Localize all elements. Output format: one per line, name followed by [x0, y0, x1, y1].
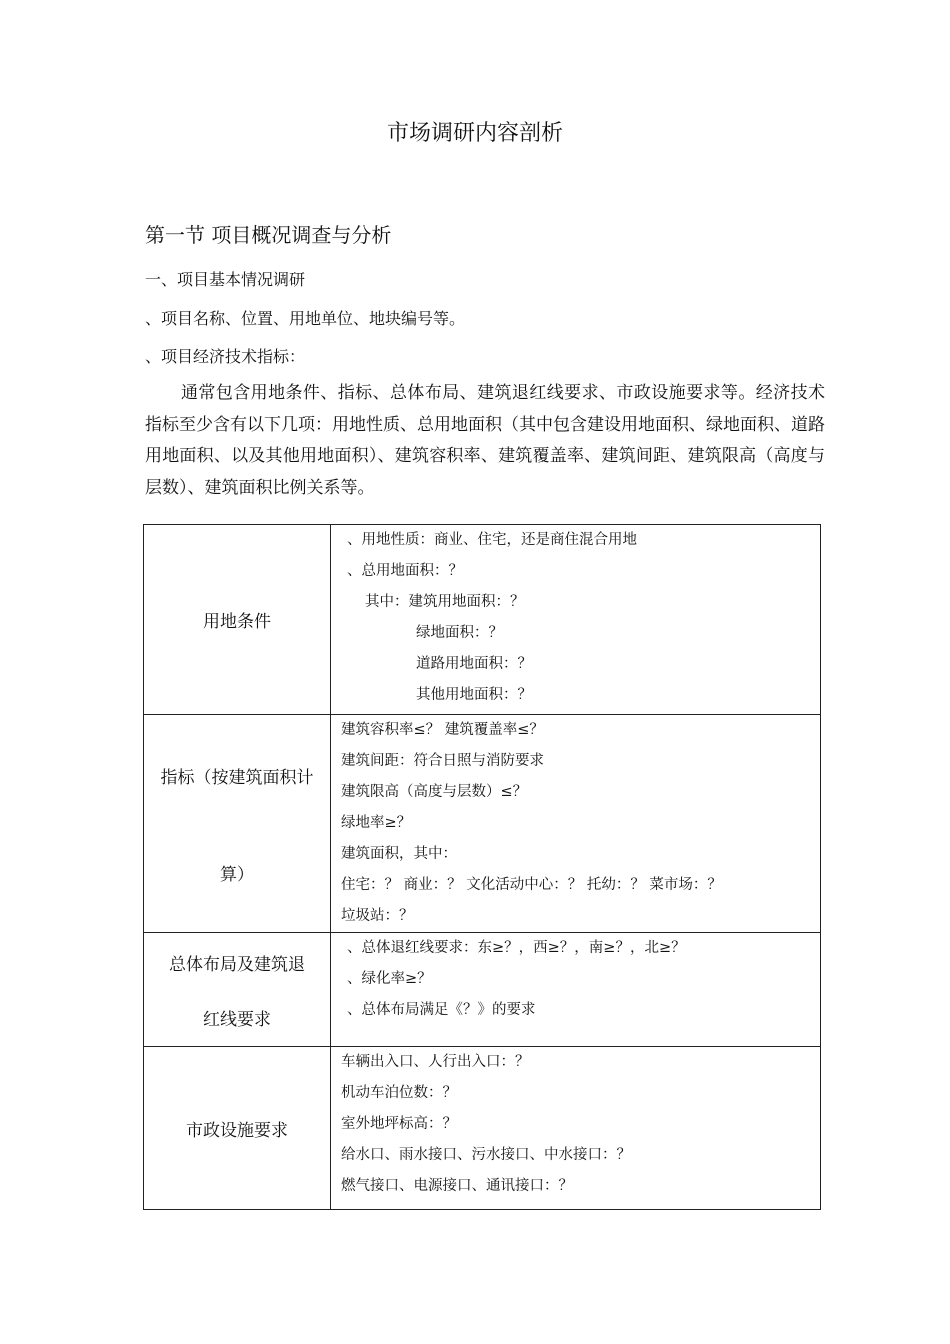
row-label-text: 算）: [220, 864, 254, 885]
table-row: [144, 525, 821, 715]
document-title: 市场调研内容剖析: [386, 121, 563, 146]
list-item: 、项目经济技术指标：: [145, 347, 306, 366]
table-row: [144, 1047, 821, 1210]
content-line: 道路用地面积：？: [416, 656, 532, 672]
row-label: [144, 715, 331, 933]
content-line: 建筑容积率≤？ 建筑覆盖率≤？: [341, 722, 544, 738]
row-content: [331, 933, 821, 1047]
row-label-text: 指标（按建筑面积计: [160, 767, 314, 788]
content-line: 其中：建筑用地面积：？: [365, 594, 525, 610]
row-label-text: 市政设施要求: [186, 1120, 288, 1141]
list-item: 、项目名称、位置、用地单位、地块编号等。: [145, 309, 466, 328]
content-line: 建筑间距：符合日照与消防要求: [341, 753, 544, 769]
content-line: 燃气接口、电源接口、通讯接口：？: [341, 1178, 573, 1194]
content-line: 住宅：？ 商业：？ 文化活动中心：？ 托幼：？ 菜市场：？: [341, 877, 722, 893]
row-label: [144, 525, 331, 715]
sub-heading: 一、项目基本情况调研: [145, 270, 306, 289]
content-line: 其他用地面积：？: [416, 687, 532, 703]
row-content: [331, 715, 821, 933]
spec-table: [143, 524, 821, 1210]
table-row: [144, 933, 821, 1047]
row-label-text: 总体布局及建筑退: [169, 954, 305, 975]
row-label: [144, 1047, 331, 1210]
content-line: 、总体布局满足《？》的要求: [347, 1002, 536, 1018]
row-content: [331, 1047, 821, 1210]
content-line: 机动车泊位数：？: [341, 1085, 457, 1101]
content-line: 车辆出入口、人行出入口：？: [341, 1054, 530, 1070]
body-paragraph: 通常包含用地条件、指标、总体布局、建筑退红线要求、市政设施要求等。经济技术指标至少含有以下几项：用地性质、总用地面积（其中包含建设用地面积、绿地面积、道路用地面积、以及其他用地面积）、建筑容积率、建筑覆盖率、建筑间距、建筑限高（高度与层数）、建筑面积比例关系等。: [145, 383, 825, 498]
row-label: [144, 933, 331, 1047]
section-heading: 第一节 项目概况调查与分析: [145, 223, 392, 247]
content-line: 室外地坪标高：？: [341, 1116, 457, 1132]
table-row: [144, 715, 821, 933]
content-line: 建筑面积，其中：: [341, 846, 457, 862]
row-label-text: 用地条件: [203, 612, 271, 632]
content-line: 绿地率≥？: [341, 815, 412, 831]
row-content: [331, 525, 821, 715]
content-line: 垃圾站：？: [341, 908, 414, 924]
row-label-text: 红线要求: [203, 1009, 271, 1030]
content-line: 建筑限高（高度与层数）≤？: [341, 784, 528, 800]
content-line: 、绿化率≥？: [347, 971, 432, 987]
content-line: 、用地性质：商业、住宅，还是商住混合用地: [347, 532, 637, 548]
content-line: 、总体退红线要求：东≥？，西≥？，南≥？，北≥？: [347, 940, 686, 956]
content-line: 给水口、雨水接口、污水接口、中水接口：？: [341, 1147, 631, 1163]
content-line: 绿地面积：？: [416, 625, 503, 641]
content-line: 、总用地面积：？: [347, 563, 463, 579]
